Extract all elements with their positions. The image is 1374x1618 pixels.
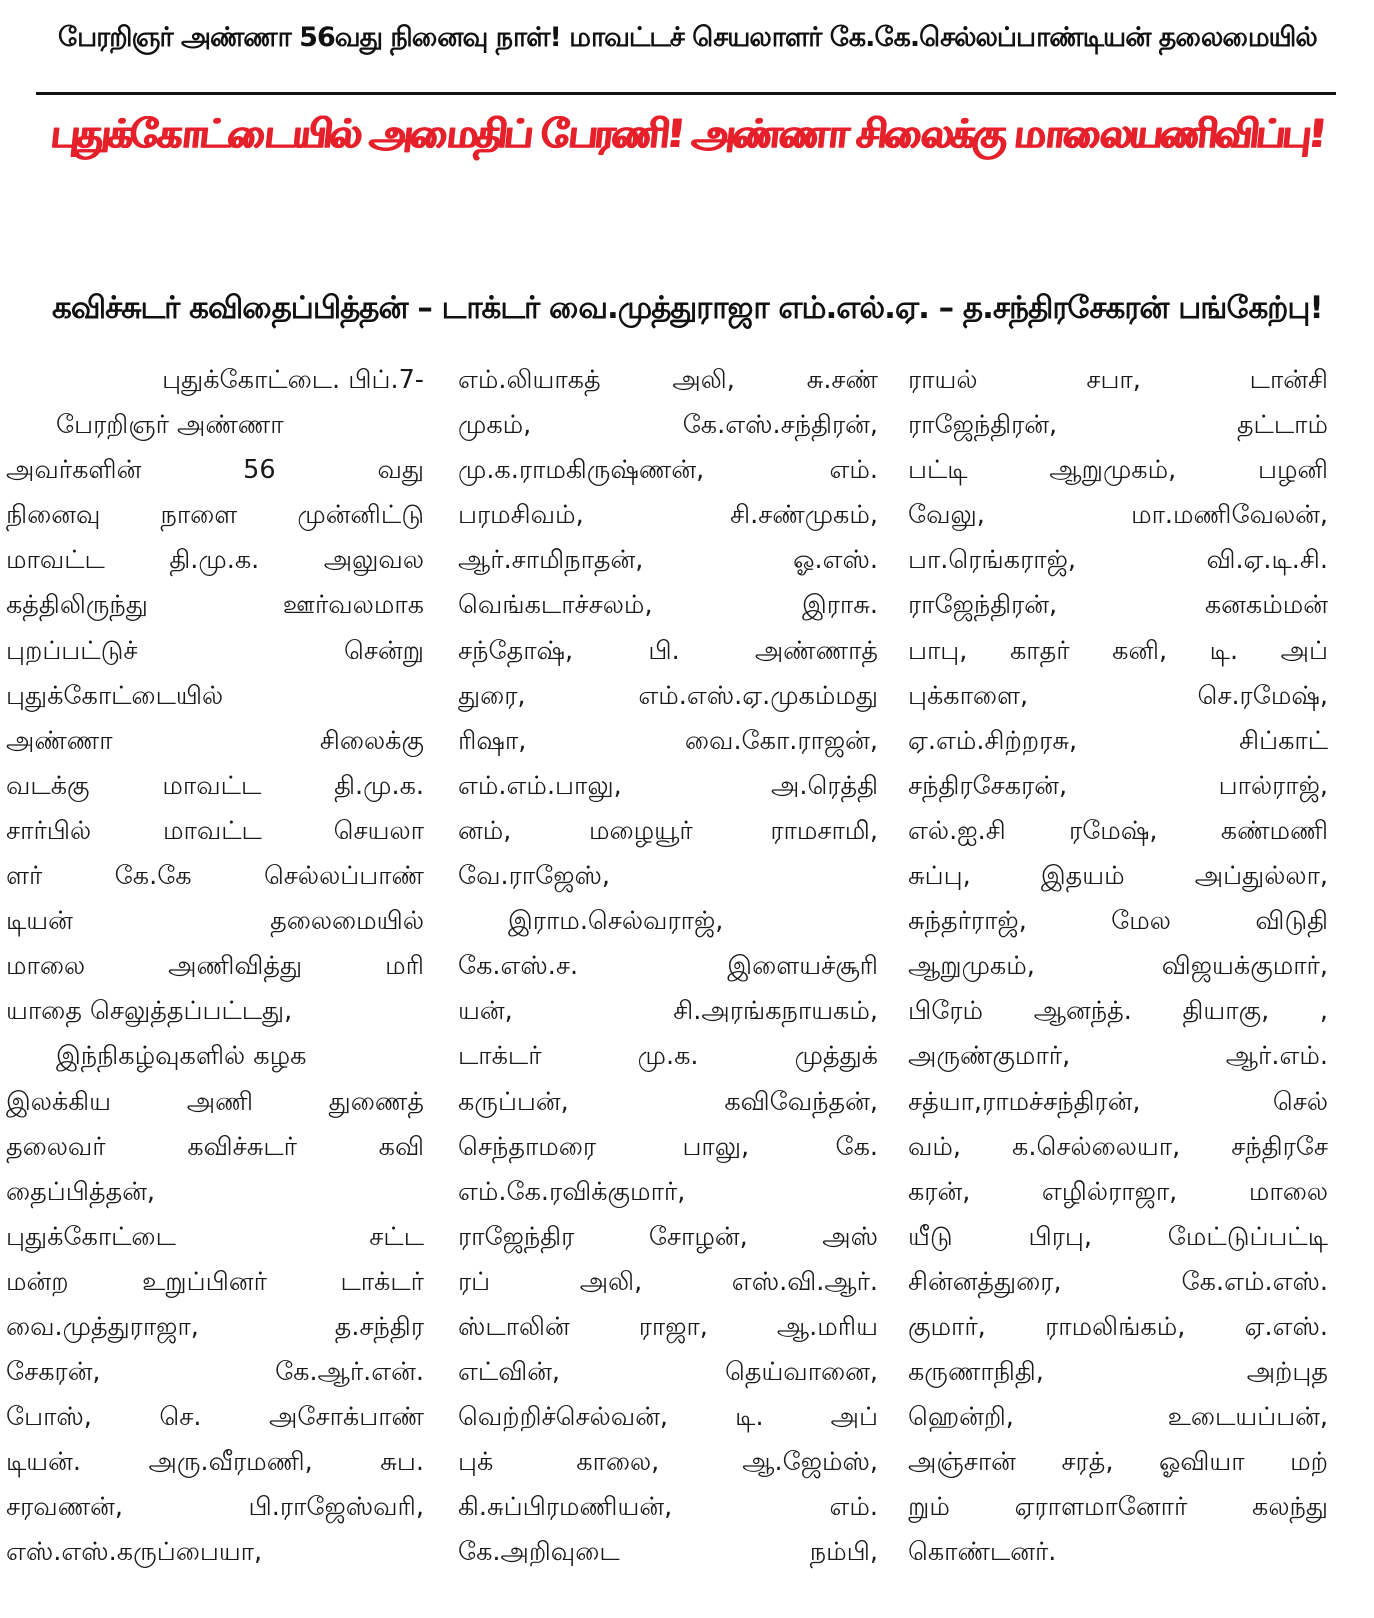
text-line: சத்யா,ராமச்சந்திரன், செல் bbox=[908, 1086, 1328, 1117]
text-line: வெற்றிச்செல்வன், டி. அப் bbox=[458, 1402, 878, 1433]
text-line: போஸ், செ. அசோக்பாண் bbox=[6, 1402, 424, 1433]
text-line: எம்.லியாகத் அலி, சு.சண் bbox=[458, 365, 878, 395]
text-line: எட்வின், தெய்வானை, bbox=[458, 1357, 878, 1388]
article-column-2 bbox=[458, 358, 878, 1576]
text-line: றும் ஏராளமானோர் கலந்து bbox=[908, 1492, 1328, 1523]
text-line: கரன், எழில்ராஜா, மாலை bbox=[908, 1176, 1328, 1207]
text-line: குமார், ராமலிங்கம், ஏ.எஸ். bbox=[908, 1311, 1328, 1342]
text-line: எல்.ஐ.சி ரமேஷ், கண்மணி bbox=[908, 815, 1328, 846]
text-line: இலக்கிய அணி துணைத் bbox=[6, 1086, 424, 1117]
text-line: புறப்பட்டுச் சென்று bbox=[6, 635, 424, 666]
article-subheadline: கவிச்சுடர் கவிதைப்பித்தன் – டாக்டர் வை.முத்துராஜா எம்.எல்.ஏ. – த.சந்திரசேகரன் பங்கேற்பு! bbox=[52, 290, 1323, 326]
article-kicker: பேரறிஞர் அண்ணா 56வது நினைவு நாள்! மாவட்டச் செயலாளர் கே.கே.செல்லப்பாண்டியன் தலைமையில் bbox=[58, 22, 1317, 53]
text-line: ரிஷா, வை.கோ.ராஜன், bbox=[458, 725, 878, 756]
text-line: வை.முத்துராஜா, த.சந்திர bbox=[6, 1311, 424, 1342]
text-line: வடக்கு மாவட்ட தி.மு.க. bbox=[6, 770, 424, 801]
text-line: யீடு பிரபு, மேட்டுப்பட்டி bbox=[908, 1221, 1328, 1252]
text-line: ராஜேந்திரன், தட்டாம் bbox=[908, 410, 1328, 441]
kicker-divider bbox=[36, 92, 1336, 95]
text-line: சுப்பு, இதயம் அப்துல்லா, bbox=[908, 861, 1328, 892]
text-line: துரை, எம்.எஸ்.ஏ.முகம்மது bbox=[458, 680, 878, 711]
text-line: செந்தாமரை பாலு, கே. bbox=[458, 1131, 878, 1162]
text-line: புதுக்கோட்டை. பிப்.7- bbox=[162, 365, 424, 395]
text-line: சார்பில் மாவட்ட செயலா bbox=[6, 815, 424, 846]
text-line: அண்ணா சிலைக்கு bbox=[6, 725, 424, 756]
text-line: ஸ்டாலின் ராஜா, ஆ.மரிய bbox=[458, 1311, 878, 1342]
text-line: சரவணன், பி.ராஜேஸ்வரி, bbox=[6, 1492, 424, 1523]
text-line: கருணாநிதி, அற்புத bbox=[908, 1357, 1328, 1388]
text-line: கொண்டனர். bbox=[908, 1537, 1057, 1568]
text-line: டியன். அரு.வீரமணி, சுப. bbox=[6, 1447, 424, 1478]
text-line: கத்திலிருந்து ஊர்வலமாக bbox=[6, 590, 424, 621]
text-line: எஸ்.எஸ்.கருப்பையா, bbox=[6, 1537, 263, 1568]
text-line: ஏ.எம்.சிற்றரசு, சிப்காட் bbox=[908, 725, 1328, 756]
text-line: டியன் தலைமையில் bbox=[6, 906, 424, 937]
text-line: புக் காலை, ஆ.ஜேம்ஸ், bbox=[458, 1447, 878, 1478]
text-line: சேகரன், கே.ஆர்.என். bbox=[6, 1357, 424, 1388]
text-line: ராஜேந்திர சோழன், அஸ் bbox=[458, 1221, 878, 1252]
text-line: வெங்கடாச்சலம், இராசு. bbox=[458, 590, 878, 621]
text-line: நினைவு நாளை முன்னிட்டு bbox=[6, 500, 424, 531]
text-line: பேரறிஞர் அண்ணா bbox=[56, 410, 284, 441]
text-line: அஞ்சான் சரத், ஓவியா மற் bbox=[908, 1447, 1328, 1478]
text-line: இந்நிகழ்வுகளில் கழக bbox=[56, 1041, 307, 1072]
text-line: எம்.கே.ரவிக்குமார், bbox=[458, 1176, 686, 1207]
text-line: கே.எஸ்.ச. இளையச்சூரி bbox=[458, 951, 878, 982]
text-line: கே.அறிவுடை நம்பி, bbox=[458, 1537, 878, 1568]
text-line: அவர்களின் 56 வது bbox=[6, 455, 424, 486]
text-line: சந்தோஷ், பி. அண்ணாத் bbox=[458, 635, 878, 666]
text-line: ளர் கே.கே செல்லப்பாண் bbox=[6, 861, 424, 892]
text-line: ஆறுமுகம், விஜயக்குமார், bbox=[908, 951, 1328, 982]
text-line: தைப்பித்தன், bbox=[6, 1176, 156, 1207]
text-line: வே.ராஜேஸ், bbox=[458, 861, 610, 892]
text-line: வம், க.செல்லையா, சந்திரசே bbox=[908, 1131, 1328, 1162]
text-line: பிரேம் ஆனந்த். தியாகு, , bbox=[908, 996, 1328, 1027]
text-line: டாக்டர் மு.க. முத்துக் bbox=[458, 1041, 878, 1072]
article-headline: புதுக்கோட்டையில் அமைதிப் பேரணி! அண்ணா சிலைக்கு மாலையணிவிப்பு! bbox=[48, 112, 1326, 157]
text-line: ஹென்றி, உடையப்பன், bbox=[908, 1402, 1328, 1433]
text-line: மன்ற உறுப்பினர் டாக்டர் bbox=[6, 1266, 424, 1297]
text-line: ராஜேந்திரன், கனகம்மன் bbox=[908, 590, 1328, 621]
text-line: பா.ரெங்கராஜ், வி.ஏ.டி.சி. bbox=[908, 545, 1328, 576]
text-line: புதுக்கோட்டையில் bbox=[6, 680, 224, 711]
text-line: யாதை செலுத்தப்பட்டது, bbox=[6, 996, 293, 1027]
text-line: பாபு, காதர் கனி, டி. அப் bbox=[908, 635, 1328, 666]
text-line: ராயல் சபா, டான்சி bbox=[908, 365, 1328, 395]
text-line: ரப் அலி, எஸ்.வி.ஆர். bbox=[458, 1266, 878, 1297]
text-line: முகம், கே.எஸ்.சந்திரன், bbox=[458, 410, 878, 441]
text-line: கி.சுப்பிரமணியன், எம். bbox=[458, 1492, 878, 1523]
text-line: மு.க.ராமகிருஷ்ணன், எம். bbox=[458, 455, 878, 486]
text-line: புக்காளை, செ.ரமேஷ், bbox=[908, 680, 1328, 711]
text-line: சின்னத்துரை, கே.எம்.எஸ். bbox=[908, 1266, 1328, 1297]
text-line: கருப்பன், கவிவேந்தன், bbox=[458, 1086, 878, 1117]
text-line: எம்.எம்.பாலு, அ.ரெத்தி bbox=[458, 770, 878, 801]
text-line: இராம.செல்வராஜ், bbox=[508, 906, 724, 937]
text-line: பரமசிவம், சி.சண்முகம், bbox=[458, 500, 878, 531]
article-column-3 bbox=[908, 358, 1328, 1576]
text-line: வேலு, மா.மணிவேலன், bbox=[908, 500, 1328, 531]
text-line: மாலை அணிவித்து மரி bbox=[6, 951, 424, 982]
text-line: பட்டி ஆறுமுகம், பழனி bbox=[908, 455, 1328, 486]
text-line: ஆர்.சாமிநாதன், ஓ.எஸ். bbox=[458, 545, 878, 576]
article-column-1 bbox=[6, 358, 424, 1576]
text-line: புதுக்கோட்டை சட்ட bbox=[6, 1221, 424, 1252]
text-line: அருண்குமார், ஆர்.எம். bbox=[908, 1041, 1328, 1072]
text-line: மாவட்ட தி.மு.க. அலுவல bbox=[6, 545, 424, 576]
text-line: சுந்தர்ராஜ், மேல விடுதி bbox=[908, 906, 1328, 937]
text-line: தலைவர் கவிச்சுடர் கவி bbox=[6, 1131, 424, 1162]
text-line: னம், மழையூர் ராமசாமி, bbox=[458, 815, 878, 846]
text-line: யன், சி.அரங்கநாயகம், bbox=[458, 996, 878, 1027]
text-line: சந்திரசேகரன், பால்ராஜ், bbox=[908, 770, 1328, 801]
